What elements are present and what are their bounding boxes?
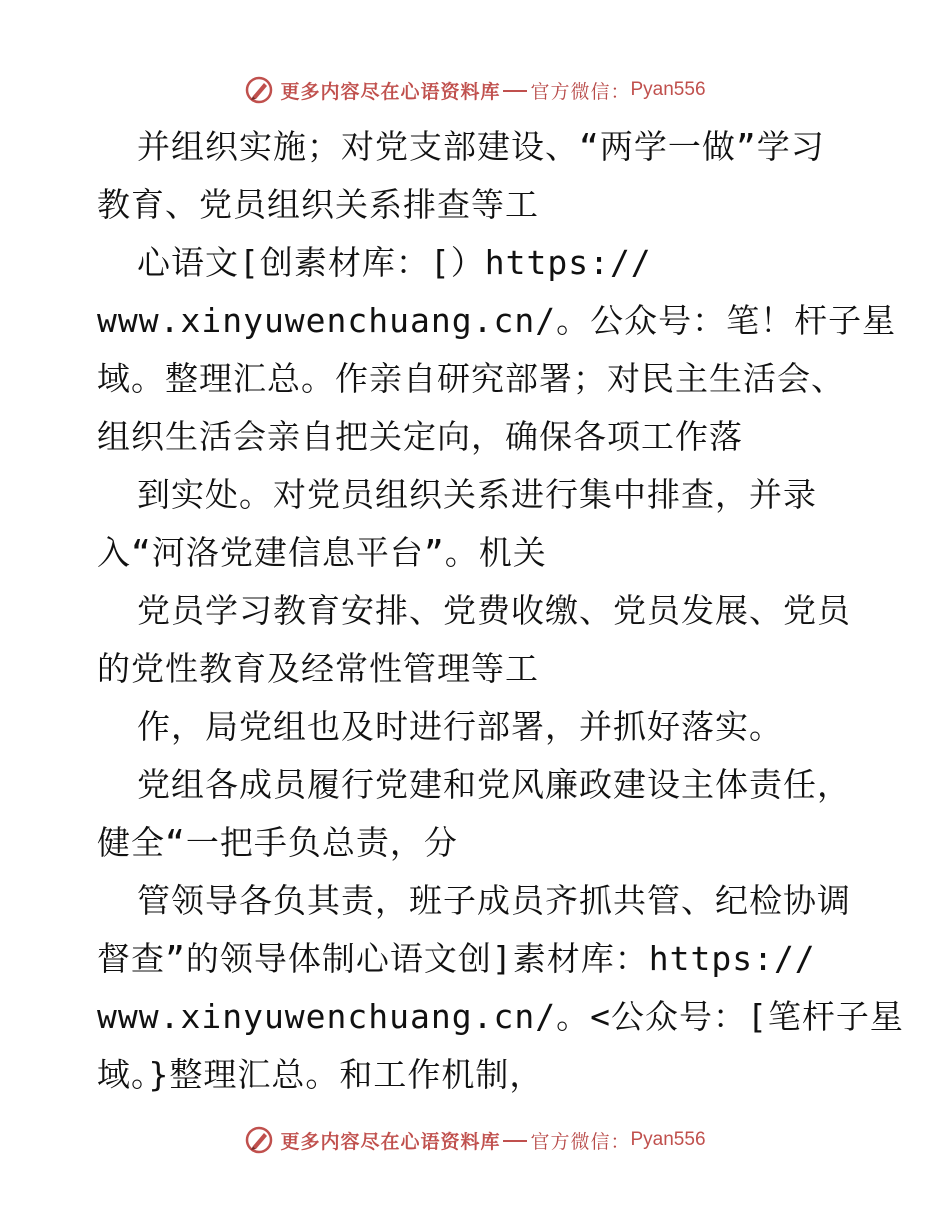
paragraph-line: www.xinyuwenchuang.cn/。<公众号：[笔杆子星 bbox=[97, 997, 904, 1036]
paragraph-line: 督查”的领导体制心语文创]素材库：https:// bbox=[97, 939, 816, 978]
banner-wechat-id: Pyan556 bbox=[630, 79, 706, 100]
paragraph-line: 管领导各负其责，班子成员齐抓共管、纪检协调 bbox=[137, 881, 851, 920]
banner-main-text: 更多内容尽在心语资料库 bbox=[280, 80, 501, 103]
banner-dash-divider bbox=[503, 90, 527, 92]
banner-wechat-label: 官方微信： bbox=[530, 80, 631, 103]
banner-dash-divider bbox=[503, 1140, 527, 1142]
paragraph-line: 健全“一把手负总责，分 bbox=[97, 823, 458, 862]
red-pen-circle-logo-icon bbox=[244, 75, 274, 105]
paragraph-line: 域。}整理汇总。和工作机制， bbox=[97, 1055, 544, 1094]
red-pen-circle-logo-icon bbox=[244, 1125, 274, 1155]
paragraph-line: www.xinyuwenchuang.cn/。公众号：笔！杆子星 bbox=[97, 301, 897, 340]
paragraph-line: 入“河洛党建信息平台”。机关 bbox=[97, 533, 547, 572]
paragraph-line: 作，局党组也及时进行部署，并抓好落实。 bbox=[137, 707, 783, 746]
paragraph-line: 党员学习教育安排、党费收缴、党员发展、党员 bbox=[137, 591, 851, 630]
paragraph-line: 并组织实施；对党支部建设、“两学一做”学习 bbox=[137, 127, 825, 166]
banner-wechat-id: Pyan556 bbox=[630, 1129, 706, 1150]
paragraph-line: 的党性教育及经常性管理等工 bbox=[97, 649, 539, 688]
paragraph-line: 到实处。对党员组织关系进行集中排查，并录 bbox=[137, 475, 817, 514]
banner-main-text: 更多内容尽在心语资料库 bbox=[280, 1130, 501, 1153]
header-watermark-banner bbox=[0, 70, 950, 110]
paragraph-line: 心语文[创素材库：[）https:// bbox=[137, 243, 652, 282]
footer-watermark-banner bbox=[0, 1120, 950, 1160]
banner-wechat-label: 官方微信： bbox=[530, 1130, 631, 1153]
document-body bbox=[97, 118, 904, 1104]
paragraph-line: 教育、党员组织关系排查等工 bbox=[97, 185, 539, 224]
paragraph-line: 党组各成员履行党建和党风廉政建设主体责任， bbox=[137, 765, 851, 804]
paragraph-line: 组织生活会亲自把关定向，确保各项工作落 bbox=[97, 417, 743, 456]
paragraph-line: 域。整理汇总。作亲自研究部署；对民主生活会、 bbox=[97, 359, 845, 398]
